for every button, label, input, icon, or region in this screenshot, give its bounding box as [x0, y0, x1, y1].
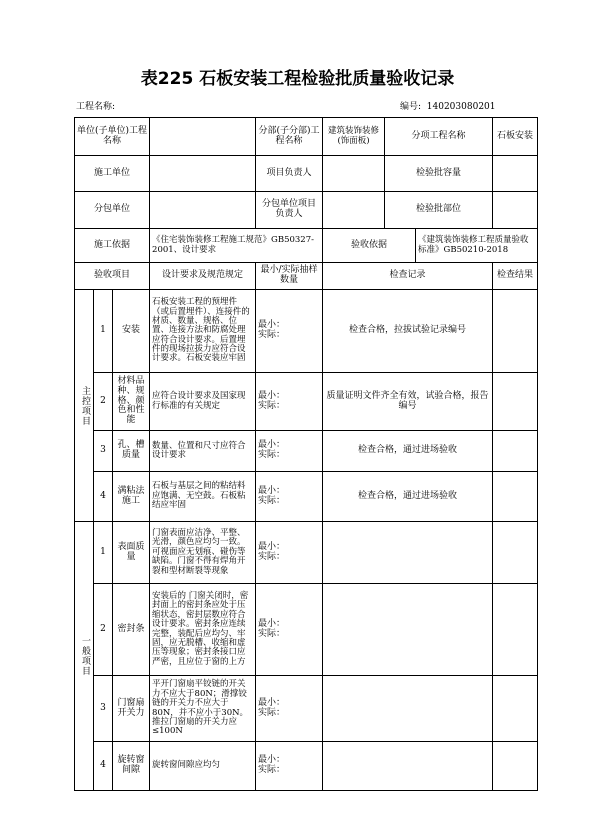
row-name: 旋转窗间隙: [113, 742, 150, 791]
project-name-label: 工程名称:: [76, 102, 116, 112]
row-result[interactable]: [493, 290, 538, 373]
min-label: 最小：: [258, 440, 286, 451]
row-record[interactable]: [323, 742, 493, 791]
serial-number: [400, 99, 496, 112]
sub-unit-lead-value[interactable]: [323, 192, 385, 229]
min-label: 最小：: [258, 320, 286, 331]
row-no: 4: [94, 742, 113, 791]
actual-label: 实际：: [258, 330, 286, 340]
row-min-sample[interactable]: [256, 676, 323, 742]
acceptance-basis-label: 验收依据: [323, 229, 416, 263]
acceptance-basis-value: 《建筑装饰装修工程质量验收标准》GB50210-2018: [416, 229, 538, 263]
main-group-label: 主控项目: [75, 290, 94, 522]
col-requirement: 设计要求及规范规定: [150, 263, 256, 290]
row-min-sample[interactable]: [256, 373, 323, 431]
project-lead-value[interactable]: [323, 156, 385, 192]
item-name-label: 分项工程名称: [385, 118, 493, 156]
serial-label: 编号:: [400, 102, 422, 112]
row-min-sample[interactable]: [256, 522, 323, 584]
batch-capacity-value[interactable]: [493, 156, 538, 192]
row-name: 孔、槽质量: [113, 431, 150, 472]
row-no: 2: [94, 373, 113, 431]
subpart-value: 建筑装饰装修(饰面板): [323, 118, 385, 156]
sub-unit-value[interactable]: [150, 192, 256, 229]
table-row: [75, 431, 538, 472]
min-label: 最小：: [258, 541, 286, 552]
row-name: 密封条: [113, 584, 150, 676]
min-label: 最小：: [258, 618, 286, 629]
row-name: 满粘法施工: [113, 472, 150, 522]
row-record[interactable]: [323, 522, 493, 584]
row-result[interactable]: [493, 522, 538, 584]
actual-label: 实际：: [258, 450, 286, 460]
row-name: 门窗扇开关力: [113, 676, 150, 742]
row-record: 质量证明文件齐全有效，试验合格，报告编号: [323, 373, 493, 431]
row-result[interactable]: [493, 373, 538, 431]
row-requirement: 石板与基层之间的粘结料应饱满、无空鼓。石板粘结应牢固: [150, 472, 256, 522]
unit-name-label: 单位(子单位)工程名称: [75, 118, 150, 156]
general-group-label: 一般项目: [75, 522, 94, 791]
col-item: 验收项目: [75, 263, 150, 290]
col-min-sample: 最小/实际抽样数量: [256, 263, 323, 290]
row-min-sample[interactable]: [256, 472, 323, 522]
serial-value: 140203080201: [426, 102, 496, 112]
row-result[interactable]: [493, 472, 538, 522]
row-requirement: 应符合设计要求及国家现行标准的有关规定: [150, 373, 256, 431]
project-lead-label: 项目负责人: [256, 156, 323, 192]
min-label: 最小：: [258, 755, 286, 766]
row-name: 表面质量: [113, 522, 150, 584]
sub-unit-label: 分包单位: [75, 192, 150, 229]
batch-capacity-label: 检验批容量: [385, 156, 493, 192]
table-row: [75, 584, 538, 676]
row-no: 1: [94, 290, 113, 373]
table-row: [75, 373, 538, 431]
row-record: 检查合格，通过进场验收: [323, 472, 493, 522]
min-label: 最小：: [258, 697, 286, 708]
row-record: 检查合格，拉拔试验记录编号: [323, 290, 493, 373]
row-min-sample[interactable]: [256, 584, 323, 676]
row-no: 2: [94, 584, 113, 676]
row-requirement: 门窗表面应洁净、平整、光滑，颜色应均匀一致。可视面应无划痕、碰伤等缺陷。门窗不得有焊角开裂和型材断裂等现象: [150, 522, 256, 584]
min-label: 最小：: [258, 390, 286, 401]
row-min-sample[interactable]: [256, 431, 323, 472]
actual-label: 实际：: [258, 628, 286, 639]
row-min-sample[interactable]: [256, 742, 323, 791]
row-name: 安装: [113, 290, 150, 373]
inspection-table: [74, 117, 538, 791]
row-requirement: 平开门窗扇平铰链的开关力不应大于80N；滑撑铰链的开关力不应大于80N，并不应小于30N。推拉门窗扇的开关力应≤100N: [150, 676, 256, 742]
row-no: 3: [94, 431, 113, 472]
actual-label: 实际：: [258, 707, 286, 718]
item-name-value: 石板安装: [493, 118, 538, 156]
row-requirement: 旋转窗间隙应均匀: [150, 742, 256, 791]
page-title: 表225 石板安装工程检验批质量验收记录: [140, 69, 455, 89]
actual-label: 实际：: [258, 400, 286, 411]
basis-value: 《住宅装饰装修工程施工规范》GB50327-2001、设计要求: [150, 229, 323, 263]
sub-unit-lead-label: 分包单位项目负责人: [256, 192, 323, 229]
construction-unit-label: 施工单位: [75, 156, 150, 192]
actual-label: 实际：: [258, 765, 286, 775]
construction-unit-value[interactable]: [150, 156, 256, 192]
row-record: 检查合格，通过进场验收: [323, 431, 493, 472]
row-no: 1: [94, 522, 113, 584]
table-row: [75, 742, 538, 791]
row-result[interactable]: [493, 431, 538, 472]
col-result: 检查结果: [493, 263, 538, 290]
batch-location-value[interactable]: [493, 192, 538, 229]
col-record: 检查记录: [323, 263, 493, 290]
row-result[interactable]: [493, 676, 538, 742]
row-no: 3: [94, 676, 113, 742]
row-name: 材料品种、规格、颜色和性能: [113, 373, 150, 431]
row-min-sample[interactable]: [256, 290, 323, 373]
row-requirement: 数量、位置和尺寸应符合设计要求: [150, 431, 256, 472]
min-label: 最小：: [258, 485, 286, 496]
row-result[interactable]: [493, 742, 538, 791]
actual-label: 实际：: [258, 551, 286, 562]
basis-label: 施工依据: [75, 229, 150, 263]
actual-label: 实际：: [258, 495, 286, 506]
row-record[interactable]: [323, 676, 493, 742]
table-row: [75, 290, 538, 373]
row-record[interactable]: [323, 584, 493, 676]
row-requirement: 石板安装工程的预埋件（或后置埋件）、连接件的材质、数量、规格、位置、连接方法和防腐处理应符合设计要求。后置埋件的现场拉拔力应符合设计要求。石板安装应牢固: [150, 290, 256, 373]
row-no: 4: [94, 472, 113, 522]
row-requirement: 安装后的 门窗关闭时，密封面上的密封条应处于压缩状态，密封层数应符合设计要求。密封条应连续完整，装配后应均匀、牢固，应无脱槽、收缩和虚压等现象；密封条接口应严密，且应位于窗的上方: [150, 584, 256, 676]
table-row: [75, 676, 538, 742]
unit-name-value[interactable]: [150, 118, 256, 156]
batch-location-label: 检验批部位: [385, 192, 493, 229]
table-row: [75, 522, 538, 584]
subpart-label: 分部(子分部)工程名称: [256, 118, 323, 156]
table-row: [75, 472, 538, 522]
row-result[interactable]: [493, 584, 538, 676]
